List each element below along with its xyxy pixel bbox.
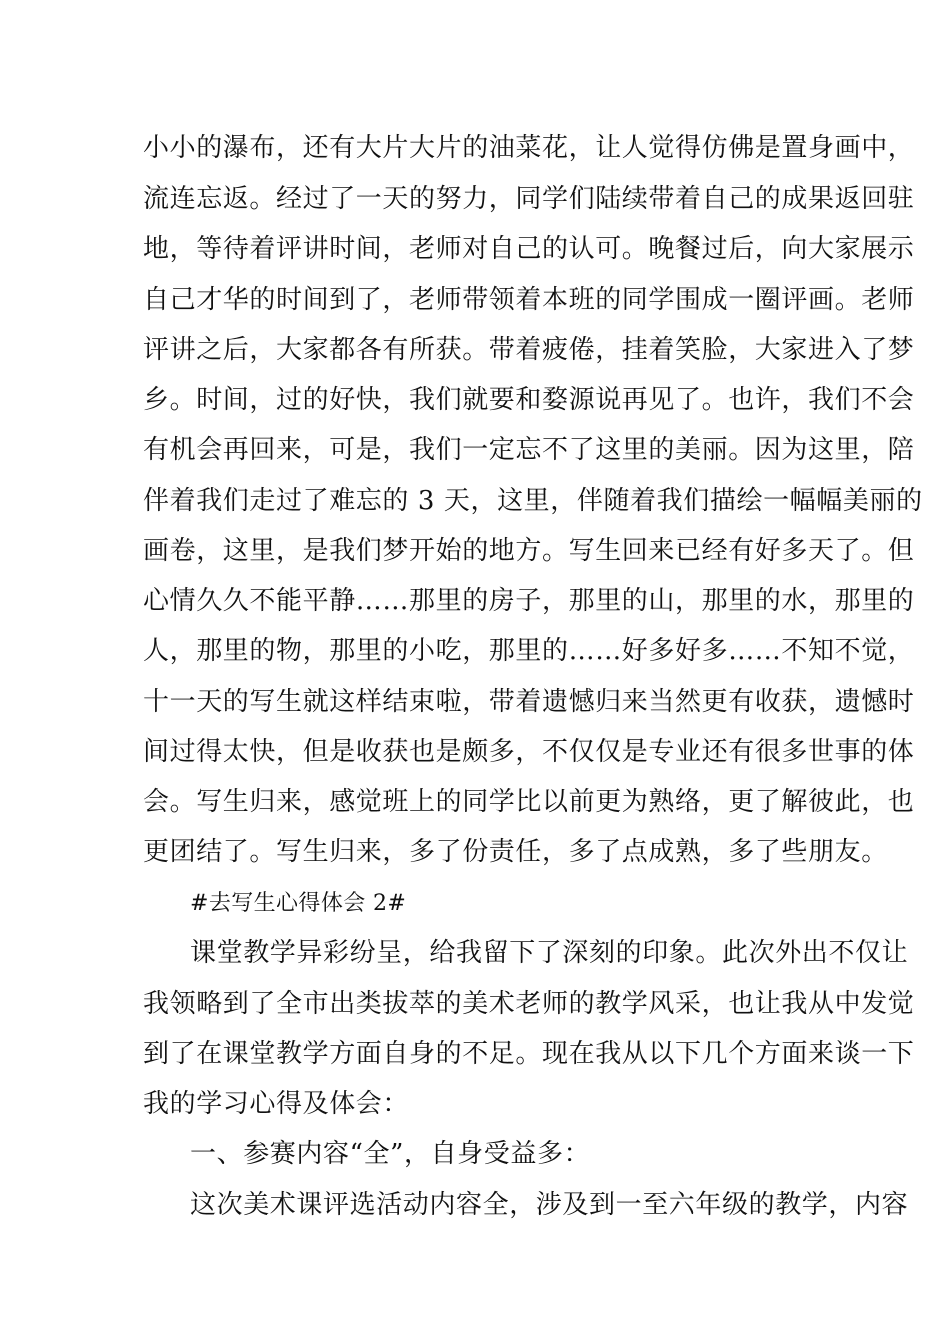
text-line: 间过得太快，但是收获也是颇多，不仅仅是专业还有很多世事的体 xyxy=(143,737,915,767)
text-line: 心情久久不能平静……那里的房子，那里的山，那里的水，那里的 xyxy=(143,586,915,616)
text-line: 人，那里的物，那里的小吃，那里的……好多好多……不知不觉， xyxy=(143,636,915,666)
text-line: 会。写生归来，感觉班上的同学比以前更为熟络，更了解彼此，也 xyxy=(143,787,915,817)
text-line: 这次美术课评选活动内容全，涉及到一至六年级的教学，内容 xyxy=(190,1190,909,1220)
section-heading: #去写生心得体会 2# xyxy=(190,891,407,916)
text-line: 流连忘返。经过了一天的努力，同学们陆续带着自己的成果返回驻 xyxy=(143,184,915,214)
text-line: 地，等待着评讲时间，老师对自己的认可。晚餐过后，向大家展示 xyxy=(143,234,915,264)
text-line: 自己才华的时间到了，老师带领着本班的同学围成一圈评画。老师 xyxy=(143,285,915,315)
text-line: 评讲之后，大家都各有所获。带着疲倦，挂着笑脸，大家进入了梦 xyxy=(143,335,915,365)
text-line: 画卷，这里，是我们梦开始的地方。写生回来已经有好多天了。但 xyxy=(143,536,915,566)
text-line: 乡。时间，过的好快，我们就要和婺源说再见了。也许，我们不会 xyxy=(143,385,915,415)
text-line: 我的学习心得及体会： xyxy=(143,1089,410,1119)
text-line: 我领略到了全市出类拔萃的美术老师的教学风采，也让我从中发觉 xyxy=(143,989,915,1019)
subheading-line: 一、参赛内容“全”，自身受益多： xyxy=(190,1139,591,1169)
text-line: 课堂教学异彩纷呈，给我留下了深刻的印象。此次外出不仅让 xyxy=(190,938,909,968)
text-line: 小小的瀑布，还有大片大片的油菜花，让人觉得仿佛是置身画中， xyxy=(143,133,915,163)
text-line: 更团结了。写生归来，多了份责任，多了点成熟，多了些朋友。 xyxy=(143,837,888,867)
text-line: 到了在课堂教学方面自身的不足。现在我从以下几个方面来谈一下 xyxy=(143,1039,915,1069)
text-line: 伴着我们走过了难忘的 3 天，这里，伴随着我们描绘一幅幅美丽的 xyxy=(143,486,923,516)
text-line: 有机会再回来，可是，我们一定忘不了这里的美丽。因为这里，陪 xyxy=(143,435,915,465)
text-line: 十一天的写生就这样结束啦，带着遗憾归来当然更有收获，遗憾时 xyxy=(143,687,915,717)
